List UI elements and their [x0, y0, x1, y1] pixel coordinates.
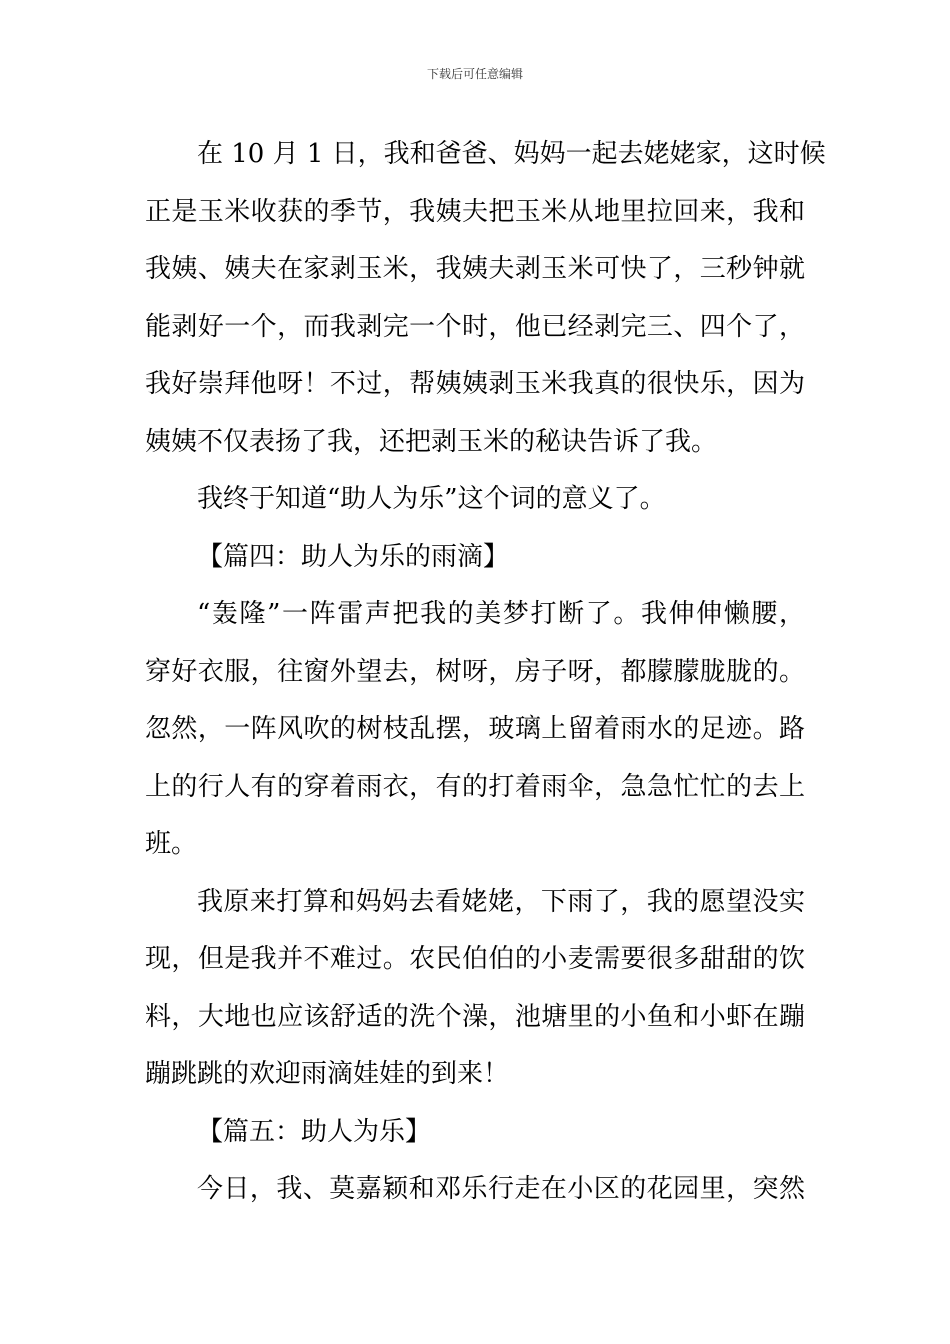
- text-line: 穿好衣服，往窗外望去，树呀，房子呀，都朦朦胧胧的。: [145, 656, 805, 687]
- text-line: 能剥好一个，而我剥完一个时，他已经剥完三、四个了，: [145, 311, 805, 342]
- text-line: 今日，我、莫嘉颖和邓乐行走在小区的花园里，突然: [197, 1174, 805, 1204]
- text-line: 我好崇拜他呀！不过，帮姨姨剥玉米我真的很快乐，因为: [145, 369, 805, 399]
- text-line: 我原来打算和妈妈去看姥姥，下雨了，我的愿望没实: [197, 886, 805, 917]
- text-line: 我终于知道“助人为乐”这个词的意义了。: [197, 484, 666, 514]
- text-line: 姨姨不仅表扬了我，还把剥玉米的秘诀告诉了我。: [145, 426, 718, 457]
- text-line: 料，大地也应该舒适的洗个澡，池塘里的小鱼和小虾在蹦: [145, 1001, 805, 1032]
- text-line: 在 10 月 1 日，我和爸爸、妈妈一起去姥姥家，这时候: [197, 139, 826, 169]
- text-line: 班。: [145, 829, 198, 859]
- text-line: 上的行人有的穿着雨衣，有的打着雨伞，急急忙忙的去上: [145, 771, 805, 802]
- section-heading: 【篇四：助人为乐的雨滴】: [197, 541, 510, 572]
- text-line: 正是玉米收获的季节，我姨夫把玉米从地里拉回来，我和: [145, 196, 805, 227]
- text-line: 忽然，一阵风吹的树枝乱摆，玻璃上留着雨水的足迹。路: [145, 714, 805, 744]
- text-line: “轰隆”一阵雷声把我的美梦打断了。我伸伸懒腰，: [197, 599, 805, 629]
- page-header: 下载后可任意编辑: [426, 67, 523, 81]
- document-body: [145, 126, 826, 1219]
- section-heading: 【篇五：助人为乐】: [197, 1116, 432, 1147]
- text-line: 现，但是我并不难过。农民伯伯的小麦需要很多甜甜的饮: [145, 944, 805, 974]
- text-line: 蹦跳跳的欢迎雨滴娃娃的到来！: [145, 1059, 510, 1089]
- text-line: 我姨、姨夫在家剥玉米，我姨夫剥玉米可快了，三秒钟就: [145, 254, 805, 284]
